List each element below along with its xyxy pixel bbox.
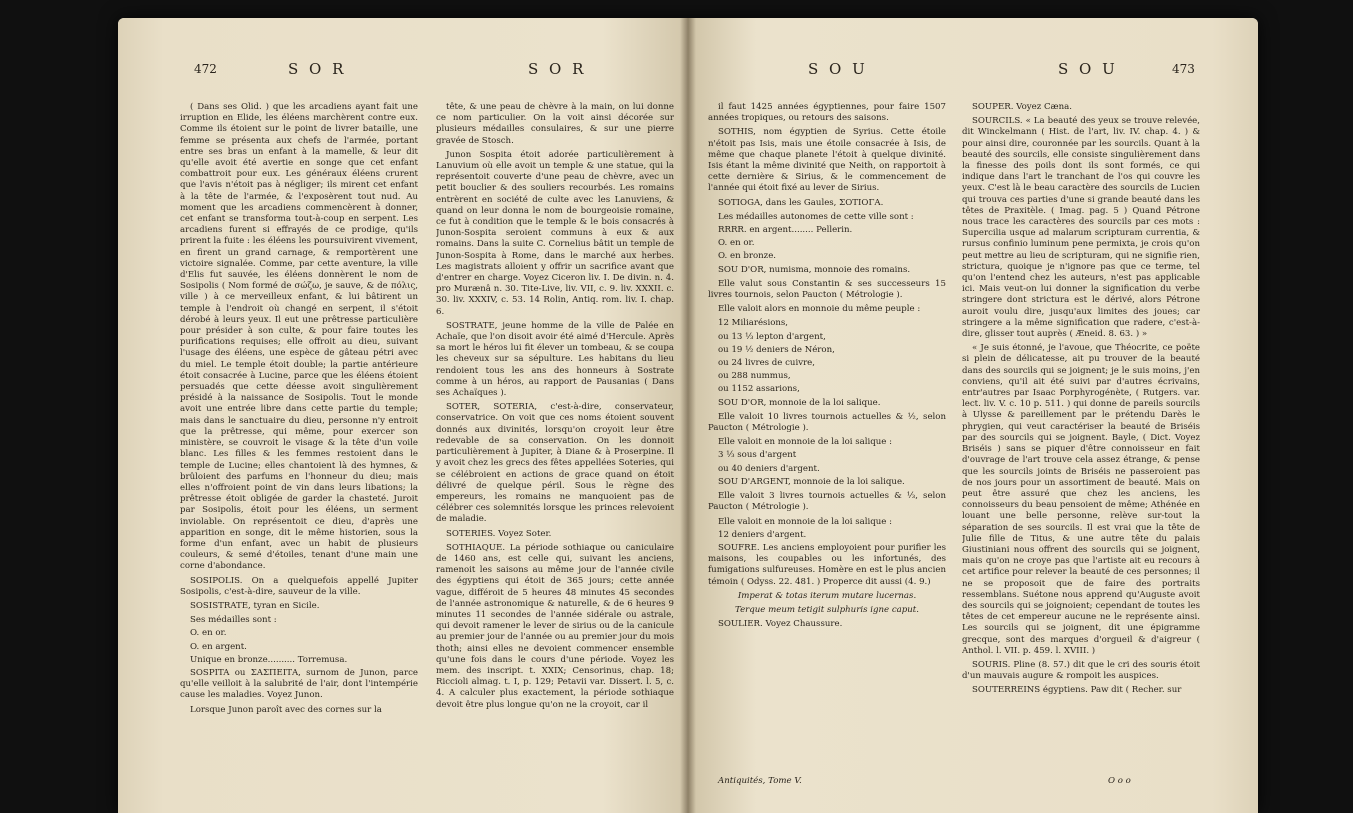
paragraph: Lorsque Junon paroît avec des cornes sur la xyxy=(190,704,382,715)
paragraph: SOSPITA ou ΣΑΣΠΕΙΤΑ, surnom de Junon, parce qu'elle veilloit à la salubrité de l'air, dont l'intempérie cause les maladies. Voyez Junon. xyxy=(180,667,418,701)
page-number-right: 473 xyxy=(1172,62,1195,76)
paragraph: Elle valoit alors en monnoie du même peuple : xyxy=(718,304,921,315)
paragraph: ou 13 ⅓ lepton d'argent, xyxy=(718,331,826,342)
footer-signature: O o o xyxy=(1108,776,1131,786)
paragraph: SOTER, SOTERIA, c'est-à-dire, conservateur, conservatrice. On voit que ces noms étoient souvent donnés aux divinités, lorsqu'on croyoit leur être redevable de sa conservation. On les donnoit particulièrement à Jupiter, à Diane & à Proserpine. Il y avoit chez les grecs des fêtes appellées Soteries, qui se célébroient en actions de grace quand on étoit délivré de quelque péril. Sous le règne des empereurs, les romains ne manquoient pas de célébrer ces solemnités lorsque les princes relevoient de maladie. xyxy=(436,402,674,525)
paragraph: Ses médailles sont : xyxy=(190,615,277,626)
paragraph: ou 19 ½ deniers de Néron, xyxy=(718,344,835,355)
paragraph: Elle valoit en monnoie de la loi salique : xyxy=(718,516,893,527)
paragraph: SOUFRE. Les anciens employoient pour purifier les maisons, les coupables ou les infortunés, des fumigations sulfureuses. Homère en est le plus ancien témoin ( Odyss. 22. 481. ) Properce dit aussi (4. 9.) xyxy=(708,542,946,587)
paragraph: SOSISTRATE, tyran en Sicile. xyxy=(190,600,320,611)
paragraph: SOTIOGA, dans les Gaules, ΣΟΤΙΟΓΑ. xyxy=(718,197,884,208)
paragraph: SOTHIAQUE. La période sothiaque ou caniculaire de 1460 ans, est celle qui, suivant les anciens, ramenoit les saisons au même jour de l'année civile des égyptiens qui étoit de 365 jours; cette année vague, différoit de 5 heures 48 minutes 45 secondes de l'année astronomique & naturelle, & de 6 heures 9 minutes 11 secondes de l'année sidérale ou astrale, qui devoit ramener le lever de sirius ou de la canicule au premier jour de l'année ou au premier jour du mois thoth; ainsi elles ne devoient commencer ensemble qu'une fois dans le cours d'une période. Voyez les mem. des inscript. t. XXIX; Censorinus, chap. 18; Riccioli almag. t. I, p. 129; Petavii var. Dissert. l. 5, c. 4. A calculer plus exactement, la période sothiaque devoit être plus longue qu'on ne la croyoit, car il xyxy=(436,542,674,710)
right-header-left: S O U xyxy=(808,60,868,78)
paragraph: O. en or. xyxy=(718,238,755,249)
paragraph: SOURIS. Pline (8. 57.) dit que le cri des souris étoit d'un mauvais augure & rompoit les auspices. xyxy=(962,659,1200,682)
book-gutter xyxy=(680,18,696,813)
paragraph: 12 deniers d'argent. xyxy=(718,529,807,540)
paragraph: O. en argent. xyxy=(190,641,247,652)
paragraph: Junon Sospita étoit adorée particulièrement à Lanuvium où elle avoit un temple & une statue, qui la représentoit couverte d'une peau de chèvre, avec un petit bouclier & des souliers recourbés. Les romains entrèrent en société de culte avec les Lanuviens, & quand on leur donna le nom de bourgeoisie romaine, ce fut à condition que le temple & le bois consacrés à Junon-Sospita seroient communs à eux & aux romains. Dans la suite C. Cornelius bâtit un temple de Junon-Sospita à Rome, dans le marché aux herbes. Les magistrats alloient y offrir un sacrifice avant que d'entrer en charge. Voyez Ciceron liv. I. De divin. n. 4. pro Murænâ n. 30. Tite-Live, liv. VII, c. 9. liv. XXXII. c. 30. liv. XXXIV, c. 53. 14 Rolin, Antiq. rom. liv. I. chap. 6. xyxy=(436,149,674,317)
paragraph: SOU D'OR, numisma, monnoie des romains. xyxy=(718,264,911,275)
paragraph: ou 1152 assarions, xyxy=(718,384,800,395)
paragraph: SOTHIS, nom égyptien de Syrius. Cette étoile n'étoit pas Isis, mais une étoile consacrée à Isis, de même que chaque planete l'étoit à quelque divinité. Isis étant la même divinité que Neith, on rapportoit à cette dernière & Sirius, & le commencement de l'année qui étoit fixé au lever de Sirius. xyxy=(708,127,946,194)
paragraph: « Je suis étonné, je l'avoue, que Théocrite, ce poëte si plein de délicatesse, ait pu trouver de la beauté dans des sourcils qui se joignent; je le suis moins, j'en conviens, qu'il ait été suivi par d'autres écrivains, entr'autres par Isaac Porphyrogénète, ( Rutgers. var. lect. liv. V. c. 10 p. 511. ) qui donne de pareils sourcils à Ulysse & pareillement par le prétendu Darès le phrygien, qui veut caractériser la beauté de Briséis par des sourcils qui se joignent. Bayle, ( Dict. Voyez Briséis ) sans se piquer d'être connoisseur en fait d'ouvrage de l'art trouve cela assez étrange, & pense que les sourcils joints de Briséis ne passeroient pas de nos jours pour un assortiment de beauté. Mais on peut être assuré que chez les anciens, les connoisseurs du beau pensoient de même; Athénée en louant une belle personne, relève sur-tout la séparation de ses sourcils. Il est vrai que la tête de Julie fille de Titus, & une autre tête du palais Giustiniani nous offrent des sourcils qui se joignent, mais qu'on ne croye pas que l'artiste ait eu recours à cet artifice pour relever la beauté de ces personnes; il ne se proposoit que de faire des portraits ressemblans. Suétone nous apprend qu'Auguste avoit des sourcils qui se joignoient; cependant de toutes les têtes de cet empereur aucune ne le représente ainsi. Les sourcils qui se joignent, dit une épigramme grecque, sont des marques d'orgueil & d'aigreur ( Anthol. l. VII. p. 459. l. XVIII. ) xyxy=(962,343,1200,656)
paragraph: SOUPER. Voyez Cæna. xyxy=(972,102,1072,112)
page-number-left: 472 xyxy=(194,62,217,76)
paragraph: tête, & une peau de chèvre à la main, on lui donne ce nom particulier. On la voit ainsi décorée sur plusieurs médailles consulaires, & sur une pierre gravée de Stosch. xyxy=(436,102,674,146)
paragraph: Elle valoit en monnoie de la loi salique : xyxy=(718,437,893,448)
paragraph: 12 Miliarésions, xyxy=(718,318,789,329)
book-spread xyxy=(118,18,1258,813)
left-header-right: S O R xyxy=(528,60,587,78)
paragraph: Les médailles autonomes de cette ville sont : xyxy=(718,211,914,222)
paragraph: SOTERIES. Voyez Soter. xyxy=(446,528,552,539)
left-column-2 xyxy=(436,102,674,714)
left-column-1 xyxy=(180,102,418,719)
left-page xyxy=(118,18,688,813)
paragraph: Elle valoit 3 livres tournois actuelles & ⅓, selon Paucton ( Métrologie ). xyxy=(708,491,946,513)
paragraph: ou 288 nummus, xyxy=(718,371,791,382)
paragraph: O. en bronze. xyxy=(718,251,777,262)
paragraph: O. en or. xyxy=(190,628,227,639)
paragraph: Terque meum tetigit sulphuris igne caput. xyxy=(735,604,919,615)
paragraph: SOU D'ARGENT, monnoie de la loi salique. xyxy=(718,476,905,487)
paragraph: Imperat & totas iterum mutare lucernas. xyxy=(737,590,917,601)
paragraph: SOURCILS. « La beauté des yeux se trouve relevée, dit Winckelmann ( Hist. de l'art, liv. IV. chap. 4. ) & pour ainsi dire, couronnée par les sourcils. Quant à la beauté des sourcils, elle consiste singulièrement dans la finesse des poils dont ils sont formés, ce qui indique dans l'art le tranchant de l'os qui couvre les yeux. C'est là le beau caractère des sourcils de Lucien qui trouva ces parties d'une si grande beauté dans les têtes de Praxitèle. ( Imag. pag. 5 ) Quand Pétrone nous trace les caractères des sourcils par ces mots : Supercilia usque ad malarum scripturam currentia, & rursus confinio luminum pene permixta, je crois qu'on peut mettre au lieu de scripturam, qui ne signifie rien, strictura, quoique je n'ignore pas que ce terme, tel qu'on l'entend chez les auteurs, n'est pas applicable ici. Mais veut-on lui donner la signification du verbe stringere dont strictura est le dérivé, alors Pétrone auroit voulu dire, jusqu'aux limites des joues; car stringere a la même signification que radere, c'est-à-dire, glisser tout auprès ( Æneid. 8. 63. ) » xyxy=(962,116,1200,340)
paragraph: ou 24 livres de cuivre, xyxy=(718,358,815,369)
right-header-right: S O U xyxy=(1058,60,1118,78)
footer-volume: Antiquités, Tome V. xyxy=(718,776,802,786)
right-column-2 xyxy=(962,102,1200,700)
right-page xyxy=(688,18,1258,813)
left-header-left: S O R xyxy=(288,60,347,78)
paragraph: SOUTERREINS égyptiens. Paw dit ( Recher. sur xyxy=(972,685,1182,696)
paragraph: RRRR. en argent........ Pellerin. xyxy=(718,225,853,236)
paragraph: il faut 1425 années égyptiennes, pour faire 1507 années tropiques, ou retours des saisons. xyxy=(708,102,946,124)
paragraph: SOULIER. Voyez Chaussure. xyxy=(718,619,843,630)
paragraph: SOU D'OR, monnoie de la loi salique. xyxy=(718,397,881,408)
paragraph: 3 ⅓ sous d'argent xyxy=(718,450,797,461)
paragraph: SOSTRATE, jeune homme de la ville de Palée en Achaïe, que l'on disoit avoir été aimé d'Hercule. Après sa mort le héros lui fit élever un tombeau, & se coupa les cheveux sur sa sépulture. Les habitans du lieu rendoient tous les ans des honneurs à Sostrate comme à un héros, au rapport de Pausanias ( Dans ses Achaïques ). xyxy=(436,320,674,399)
paragraph: ou 40 deniers d'argent. xyxy=(718,463,820,474)
paragraph: Unique en bronze.......... Torremusa. xyxy=(190,654,348,665)
paragraph: ( Dans ses Olid. ) que les arcadiens ayant fait une irruption en Elide, les éléens marchèrent contre eux. Comme ils étoient sur le point de livrer bataille, une femme se présenta aux chefs de l'armée, portant entre ses bras un enfant à la mamelle, & leur dit qu'elle avoit été avertie en songe que cet enfant combattroit pour eux. Les généraux éléens crurent que l'avis n'étoit pas à négliger; ils mirent cet enfant à la tête de l'armée, & l'exposèrent tout nud. Au moment que les arcadiens commencèrent à donner, cet enfant se transforma tout-à-coup en serpent. Les arcadiens furent si effrayés de ce prodige, qu'ils prirent la fuite : les éléens les poursuivirent vivement, en firent un grand carnage, & remportèrent une victoire signalée. Comme, par cette aventure, la ville d'Elis fut sauvée, les éléens donnèrent le nom de Sosipolis ( Nom formé de σώζω, je sauve, & de πόλις, ville ) à ce merveilleux enfant, & lui bâtirent un temple à l'endroit où changé en serpent, il s'étoit dérobé à leurs yeux. Il eut une prêtresse particulière pour présider à son culte, & pour faire toutes les purifications requises; elle offroit au dieu, suivant l'usage des éléens, une espèce de gâteau pétri avec du miel. Le temple étoit double; la partie antérieure étoit consacrée à Lucine, parce que les éléens étoient persuadés que cette déesse avoit singulièrement présidé à la naissance de Sosipolis. Tout le monde avoit une entrée libre dans cette partie du temple; mais dans le sanctuaire du dieu, personne n'y entroit que la prêtresse, qui même, pour exercer son ministère, se couvroit le visage & la tête d'un voile blanc. Les filles & les femmes restoient dans le temple de Lucine; elles chantoient là des hymnes, & brûloient des parfums en l'honneur du dieu; mais elles n'offroient point de vin dans leurs libations; la prêtresse étoit obligée de garder la chasteté. Juroit par Sosipolis, étoit pour les éléens, un serment inviolable. On représentoit ce dieu, d'après une apparition en songe, dit le même historien, sous la forme d'un enfant, avec un habit de plusieurs couleurs, & semé d'étoiles, tenant d'une main une corne d'abondance. xyxy=(180,102,418,572)
right-column-1 xyxy=(708,102,946,633)
paragraph: Elle valut sous Constantin & ses successeurs 15 livres tournois, selon Paucton ( Métrologie ). xyxy=(708,278,946,301)
paragraph: Elle valoit 10 livres tournois actuelles & ½, selon Paucton ( Métrologie ). xyxy=(708,411,946,434)
paragraph: SOSIPOLIS. On a quelquefois appellé Jupiter Sosipolis, c'est-à-dire, sauveur de la ville. xyxy=(180,575,418,597)
